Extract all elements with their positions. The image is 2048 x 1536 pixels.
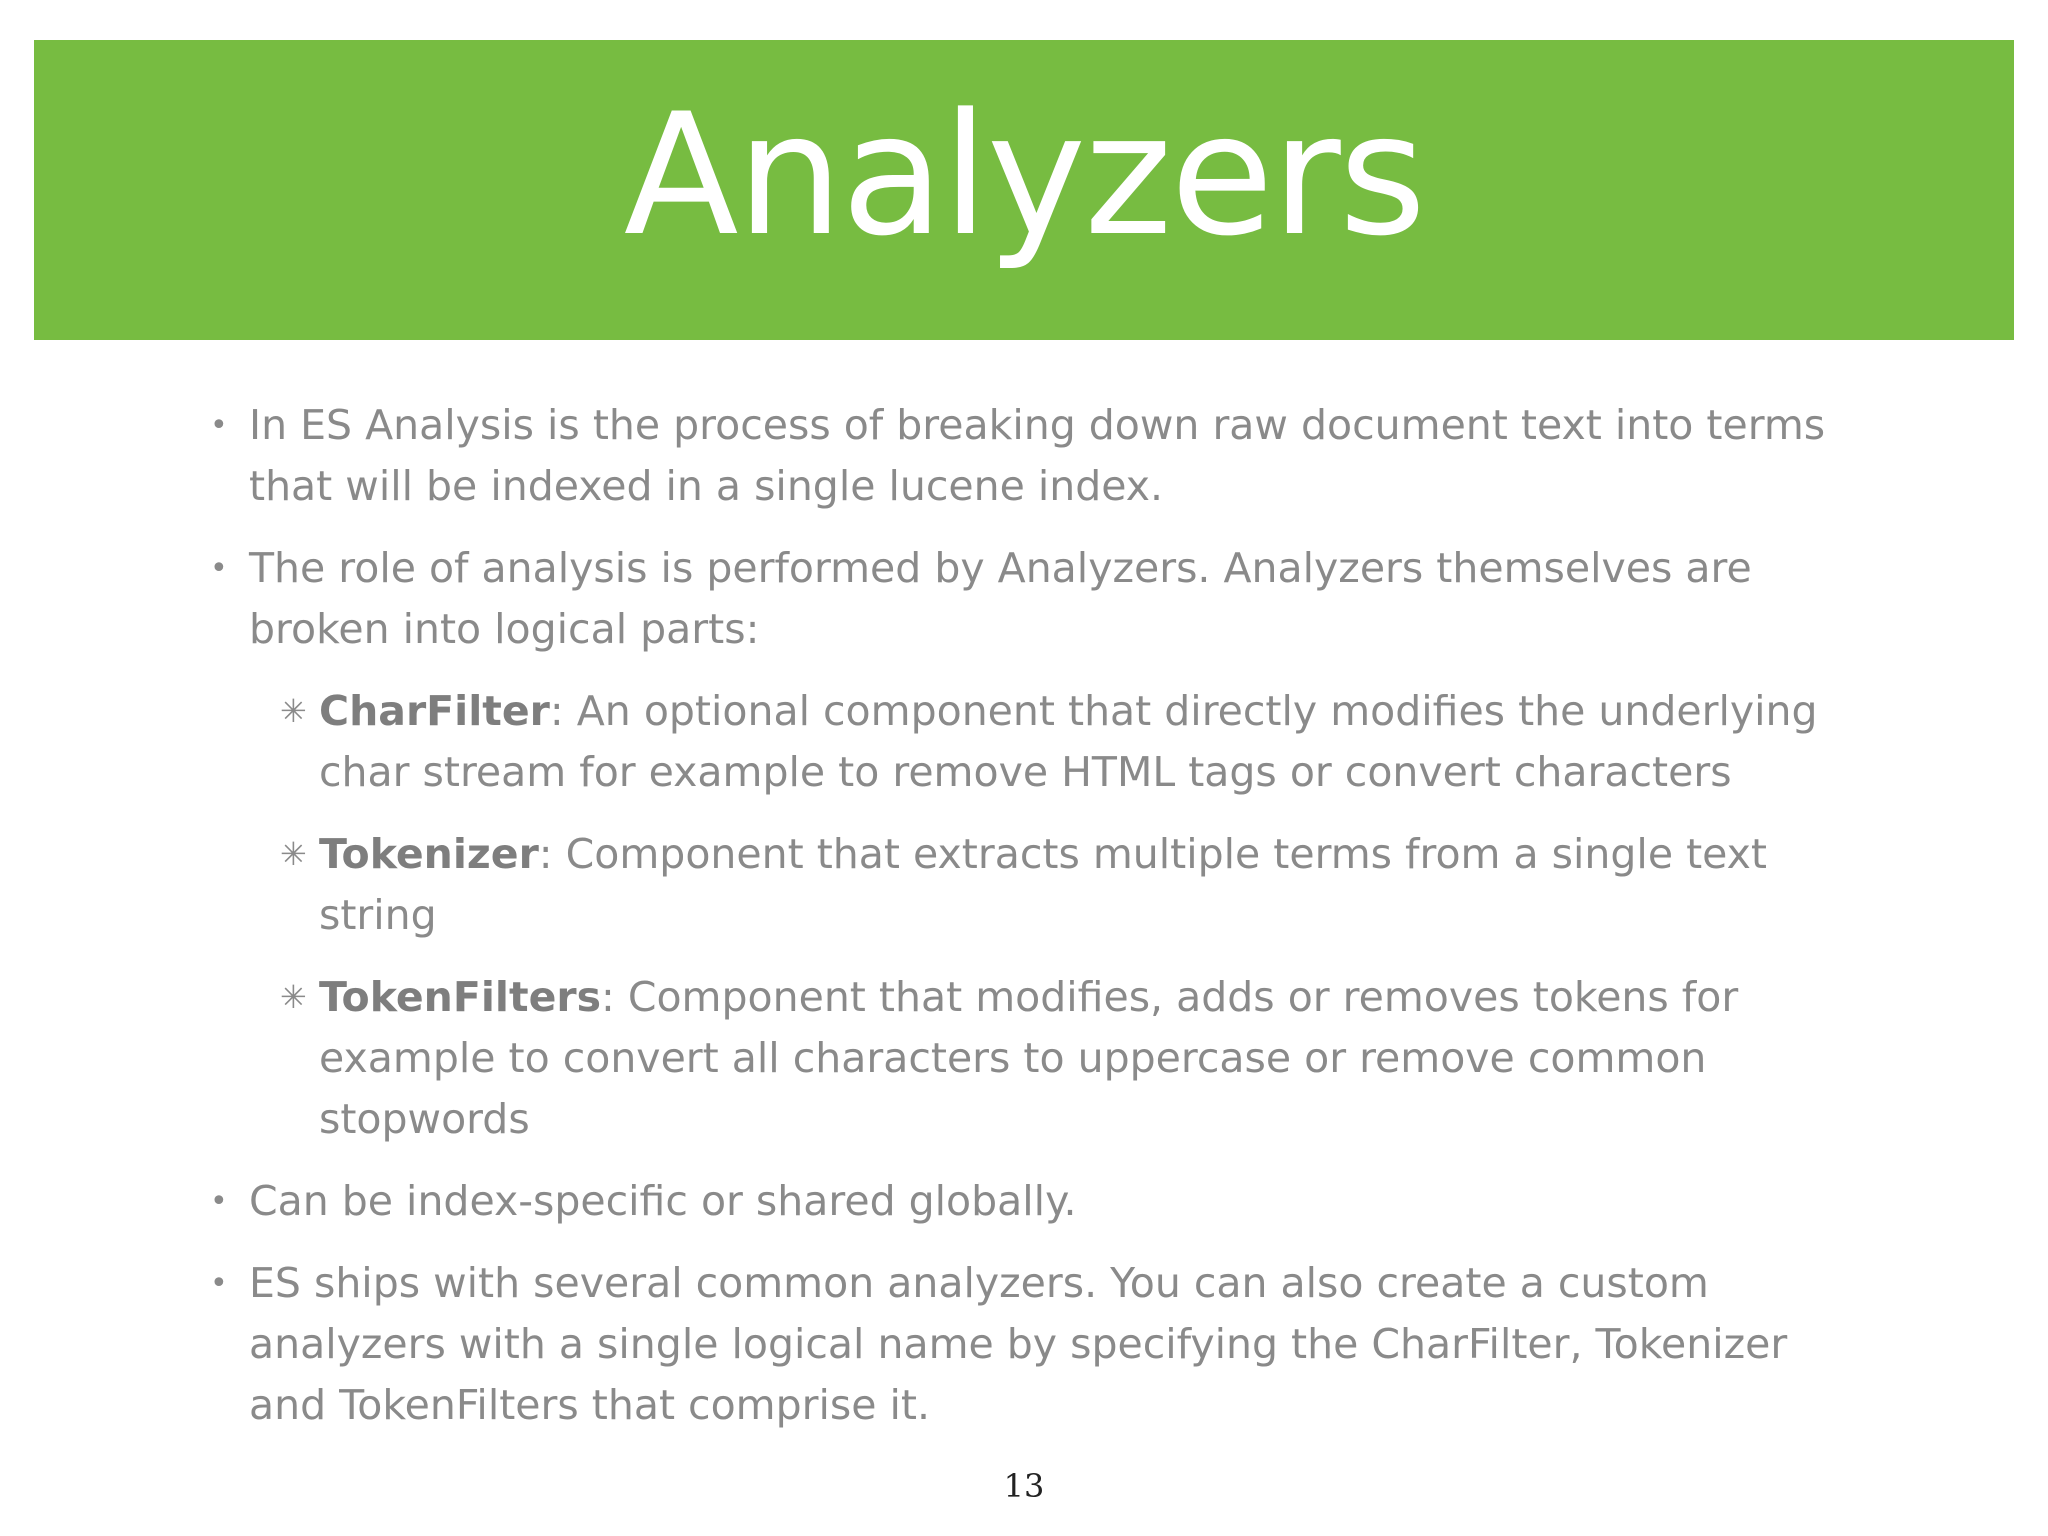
sub-bullet-text: : An optional component that directly modifies the underlying char stream for example to remove HTML tags or convert characters — [319, 687, 1818, 796]
bullet-marker: • — [210, 1266, 228, 1301]
sub-bullet-item — [280, 681, 1830, 803]
asterisk-icon: ✳ — [280, 835, 307, 873]
bullet-item — [210, 395, 1830, 517]
bullet-marker: • — [210, 551, 228, 586]
slide-title: Analyzers — [623, 77, 1425, 273]
title-banner — [34, 40, 2014, 340]
sub-bullet-text: : Component that modifies, adds or removes tokens for example to convert all characters to uppercase or remove common stopwords — [319, 973, 1739, 1143]
slide-body — [210, 395, 1830, 1457]
sub-bullet-term: CharFilter — [319, 687, 550, 735]
bullet-marker: • — [210, 408, 228, 443]
bullet-text: Can be index-specific or shared globally. — [249, 1177, 1077, 1225]
bullet-marker: • — [210, 1184, 228, 1219]
bullet-text: The role of analysis is performed by Analyzers. Analyzers themselves are broken into logical parts: — [249, 544, 1752, 653]
bullet-item — [210, 1171, 1830, 1232]
sub-bullet-term: TokenFilters — [319, 973, 601, 1021]
sub-bullet-item — [280, 824, 1830, 946]
bullet-item — [210, 1253, 1830, 1436]
bullet-text: In ES Analysis is the process of breaking down raw document text into terms that will be indexed in a single lucene index. — [249, 401, 1826, 510]
sub-bullet-term: Tokenizer — [319, 830, 539, 878]
asterisk-icon: ✳ — [280, 978, 307, 1016]
sub-bullet-item — [280, 967, 1830, 1150]
bullet-text: ES ships with several common analyzers. You can also create a custom analyzers with a single logical name by specifying the CharFilter, Tokenizer and TokenFilters that comprise it. — [249, 1259, 1788, 1429]
sub-bullet-text: : Component that extracts multiple terms from a single text string — [319, 830, 1767, 939]
page-number: 13 — [1003, 1467, 1045, 1505]
asterisk-icon: ✳ — [280, 692, 307, 730]
bullet-item — [210, 538, 1830, 660]
